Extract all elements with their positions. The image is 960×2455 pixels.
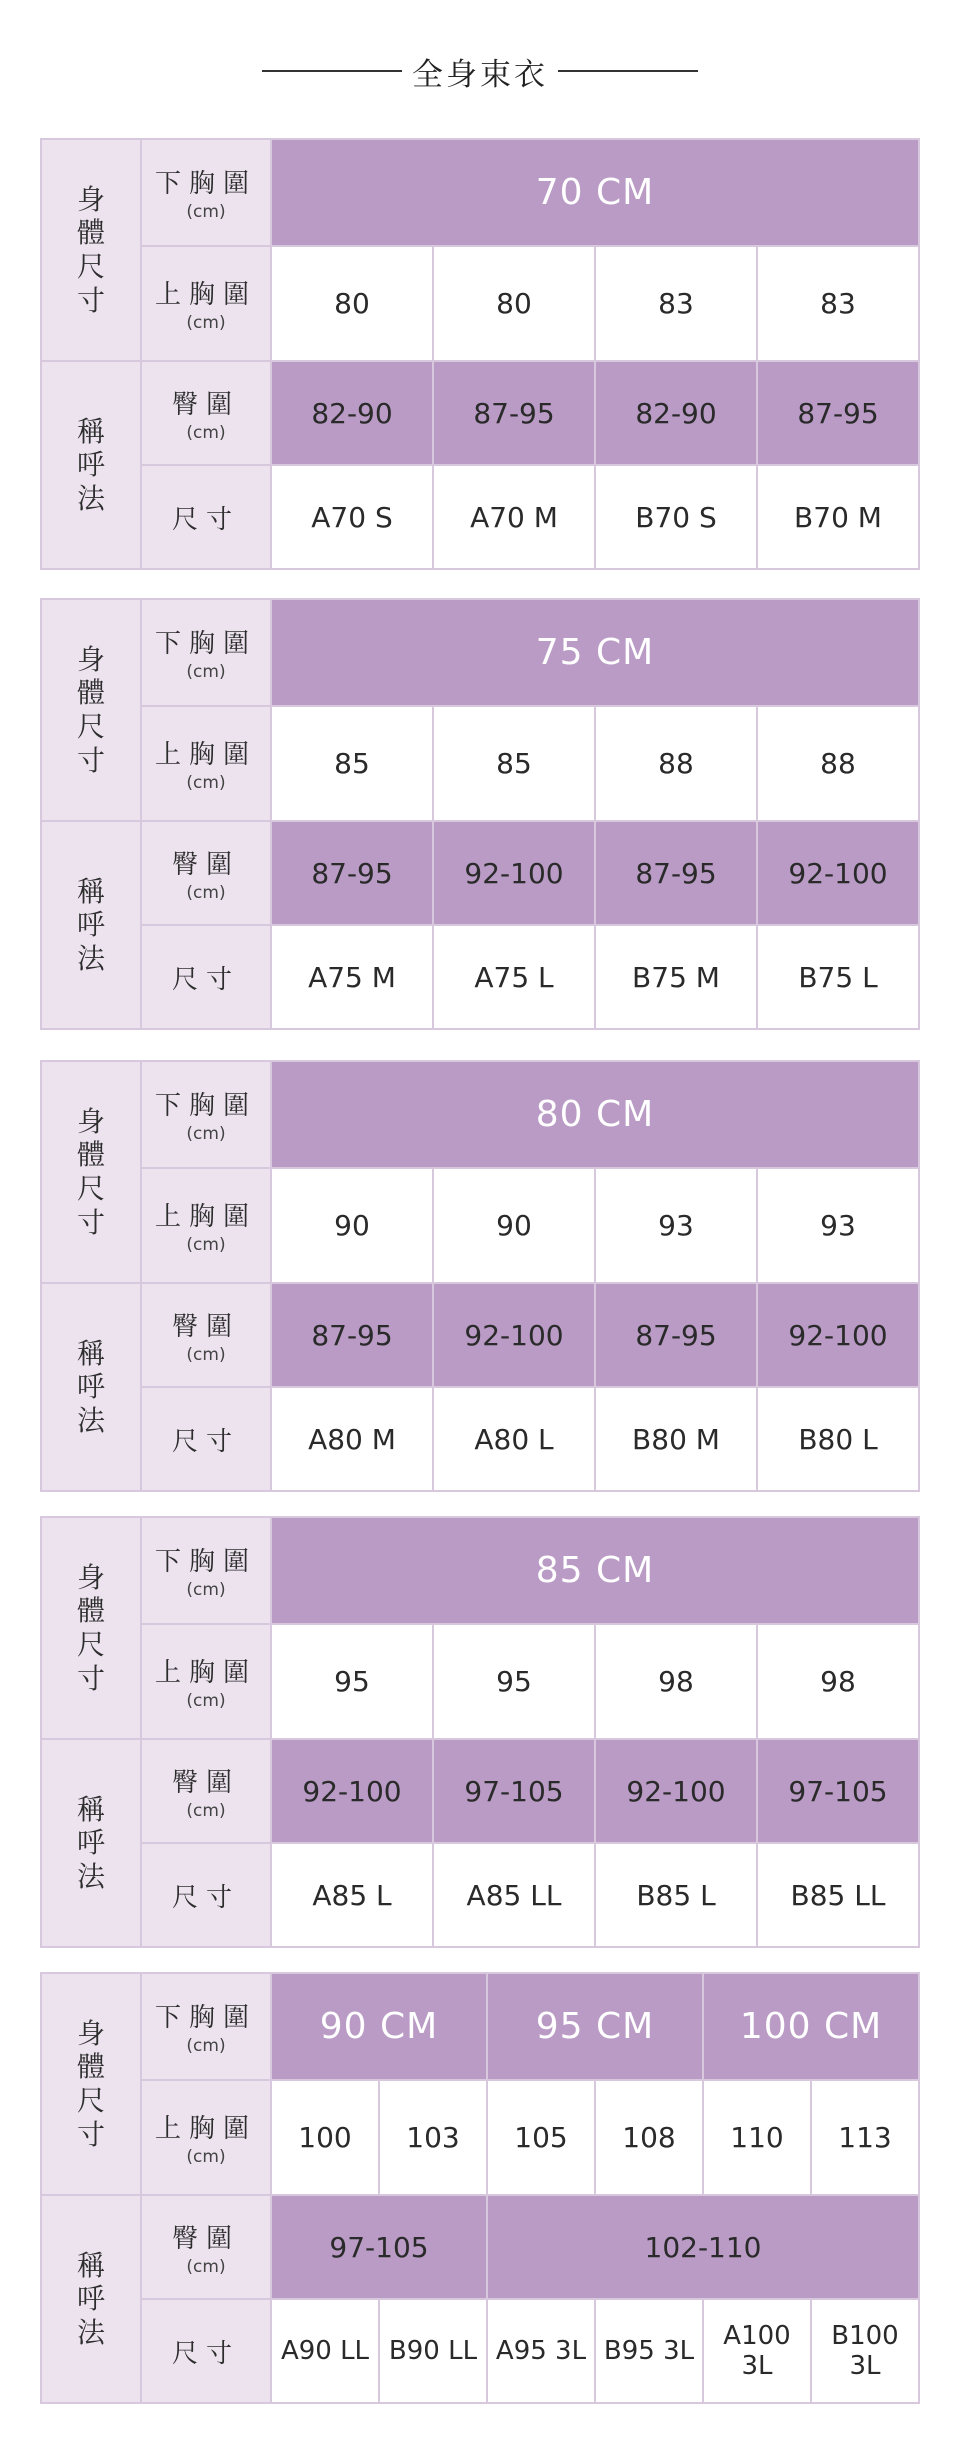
size-cell: A75 M bbox=[271, 925, 433, 1029]
upper-bust-cell: 103 bbox=[379, 2080, 487, 2195]
row-label-size: 尺寸 bbox=[141, 465, 271, 569]
upper-bust-cell: 110 bbox=[703, 2080, 811, 2195]
hip-cell: 92-100 bbox=[757, 1283, 919, 1387]
hip-cell: 92-100 bbox=[433, 1283, 595, 1387]
hip-cell: 92-100 bbox=[271, 1739, 433, 1843]
hip-cell: 97-105 bbox=[757, 1739, 919, 1843]
hip-cell: 87-95 bbox=[757, 361, 919, 465]
under-bust-value: 80 CM bbox=[271, 1061, 919, 1168]
page-title: 全身束衣 bbox=[412, 56, 548, 93]
upper-bust-cell: 95 bbox=[433, 1624, 595, 1739]
size-cell: A95 3L bbox=[487, 2299, 595, 2403]
upper-bust-cell: 85 bbox=[271, 706, 433, 821]
upper-bust-cell: 85 bbox=[433, 706, 595, 821]
size-cell: A80 L bbox=[433, 1387, 595, 1491]
row-label-size: 尺寸 bbox=[141, 1387, 271, 1491]
hip-cell: 87-95 bbox=[271, 1283, 433, 1387]
hip-cell: 92-100 bbox=[595, 1739, 757, 1843]
hip-cell: 87-95 bbox=[595, 821, 757, 925]
row-label-size: 尺寸 bbox=[141, 2299, 271, 2403]
upper-bust-cell: 100 bbox=[271, 2080, 379, 2195]
row-label-hip: 臀圍 (cm) bbox=[141, 1739, 271, 1843]
size-cell: B80 M bbox=[595, 1387, 757, 1491]
size-cell: A85 L bbox=[271, 1843, 433, 1947]
under-bust-value: 70 CM bbox=[271, 139, 919, 246]
upper-bust-cell: 98 bbox=[595, 1624, 757, 1739]
row-label-upper-bust: 上胸圍 (cm) bbox=[141, 1168, 271, 1283]
size-cell: A90 LL bbox=[271, 2299, 379, 2403]
group-label-nominal: 稱 呼 法 bbox=[41, 1283, 141, 1491]
hip-cell: 82-90 bbox=[271, 361, 433, 465]
under-bust-value: 75 CM bbox=[271, 599, 919, 706]
row-label-hip: 臀圍 (cm) bbox=[141, 821, 271, 925]
row-label-size: 尺寸 bbox=[141, 1843, 271, 1947]
under-bust-value: 90 CM bbox=[271, 1973, 487, 2080]
group-label-body-size: 身 體 尺 寸 bbox=[41, 139, 141, 361]
size-cell: A100 3L bbox=[703, 2299, 811, 2403]
group-label-body-size: 身 體 尺 寸 bbox=[41, 599, 141, 821]
upper-bust-cell: 113 bbox=[811, 2080, 919, 2195]
size-table-90-100 bbox=[40, 1972, 920, 2404]
size-cell: B70 M bbox=[757, 465, 919, 569]
upper-bust-cell: 88 bbox=[757, 706, 919, 821]
group-label-nominal: 稱 呼 法 bbox=[41, 361, 141, 569]
size-cell: B85 LL bbox=[757, 1843, 919, 1947]
under-bust-value: 95 CM bbox=[487, 1973, 703, 2080]
row-label-hip: 臀圍 (cm) bbox=[141, 1283, 271, 1387]
size-table-80 bbox=[40, 1060, 920, 1492]
hip-cell: 87-95 bbox=[595, 1283, 757, 1387]
group-label-nominal: 稱 呼 法 bbox=[41, 2195, 141, 2403]
hip-cell: 92-100 bbox=[757, 821, 919, 925]
row-label-upper-bust: 上胸圍 (cm) bbox=[141, 2080, 271, 2195]
size-cell: B70 S bbox=[595, 465, 757, 569]
upper-bust-cell: 90 bbox=[271, 1168, 433, 1283]
upper-bust-cell: 105 bbox=[487, 2080, 595, 2195]
title-divider-left bbox=[262, 70, 402, 72]
hip-cell: 82-90 bbox=[595, 361, 757, 465]
upper-bust-cell: 93 bbox=[595, 1168, 757, 1283]
upper-bust-cell: 88 bbox=[595, 706, 757, 821]
size-cell: B90 LL bbox=[379, 2299, 487, 2403]
size-cell: B100 3L bbox=[811, 2299, 919, 2403]
size-cell: A75 L bbox=[433, 925, 595, 1029]
size-cell: B85 L bbox=[595, 1843, 757, 1947]
group-label-nominal: 稱 呼 法 bbox=[41, 821, 141, 1029]
hip-cell: 102-110 bbox=[487, 2195, 919, 2299]
row-label-under-bust: 下胸圍 (cm) bbox=[141, 139, 271, 246]
upper-bust-cell: 108 bbox=[595, 2080, 703, 2195]
size-cell: A70 S bbox=[271, 465, 433, 569]
size-cell: B80 L bbox=[757, 1387, 919, 1491]
row-label-under-bust: 下胸圍 (cm) bbox=[141, 1061, 271, 1168]
size-table-85 bbox=[40, 1516, 920, 1948]
hip-cell: 87-95 bbox=[433, 361, 595, 465]
row-label-hip: 臀圍 (cm) bbox=[141, 361, 271, 465]
title-row bbox=[0, 46, 960, 96]
group-label-body-size: 身 體 尺 寸 bbox=[41, 1517, 141, 1739]
size-table-75 bbox=[40, 598, 920, 1030]
size-cell: B95 3L bbox=[595, 2299, 703, 2403]
upper-bust-cell: 90 bbox=[433, 1168, 595, 1283]
hip-cell: 97-105 bbox=[433, 1739, 595, 1843]
size-cell: A80 M bbox=[271, 1387, 433, 1491]
upper-bust-cell: 98 bbox=[757, 1624, 919, 1739]
hip-cell: 97-105 bbox=[271, 2195, 487, 2299]
group-label-body-size: 身 體 尺 寸 bbox=[41, 1061, 141, 1283]
title-divider-right bbox=[558, 70, 698, 72]
row-label-size: 尺寸 bbox=[141, 925, 271, 1029]
upper-bust-cell: 83 bbox=[595, 246, 757, 361]
row-label-under-bust: 下胸圍 (cm) bbox=[141, 1973, 271, 2080]
upper-bust-cell: 80 bbox=[271, 246, 433, 361]
upper-bust-cell: 80 bbox=[433, 246, 595, 361]
size-cell: B75 L bbox=[757, 925, 919, 1029]
size-cell: A70 M bbox=[433, 465, 595, 569]
group-label-nominal: 稱 呼 法 bbox=[41, 1739, 141, 1947]
row-label-upper-bust: 上胸圍 (cm) bbox=[141, 246, 271, 361]
upper-bust-cell: 93 bbox=[757, 1168, 919, 1283]
size-cell: B75 M bbox=[595, 925, 757, 1029]
size-table-70 bbox=[40, 138, 920, 570]
size-cell: A85 LL bbox=[433, 1843, 595, 1947]
row-label-under-bust: 下胸圍 (cm) bbox=[141, 1517, 271, 1624]
upper-bust-cell: 83 bbox=[757, 246, 919, 361]
under-bust-value: 100 CM bbox=[703, 1973, 919, 2080]
hip-cell: 92-100 bbox=[433, 821, 595, 925]
upper-bust-cell: 95 bbox=[271, 1624, 433, 1739]
row-label-upper-bust: 上胸圍 (cm) bbox=[141, 706, 271, 821]
under-bust-value: 85 CM bbox=[271, 1517, 919, 1624]
group-label-body-size: 身 體 尺 寸 bbox=[41, 1973, 141, 2195]
row-label-under-bust: 下胸圍 (cm) bbox=[141, 599, 271, 706]
row-label-upper-bust: 上胸圍 (cm) bbox=[141, 1624, 271, 1739]
hip-cell: 87-95 bbox=[271, 821, 433, 925]
row-label-hip: 臀圍 (cm) bbox=[141, 2195, 271, 2299]
